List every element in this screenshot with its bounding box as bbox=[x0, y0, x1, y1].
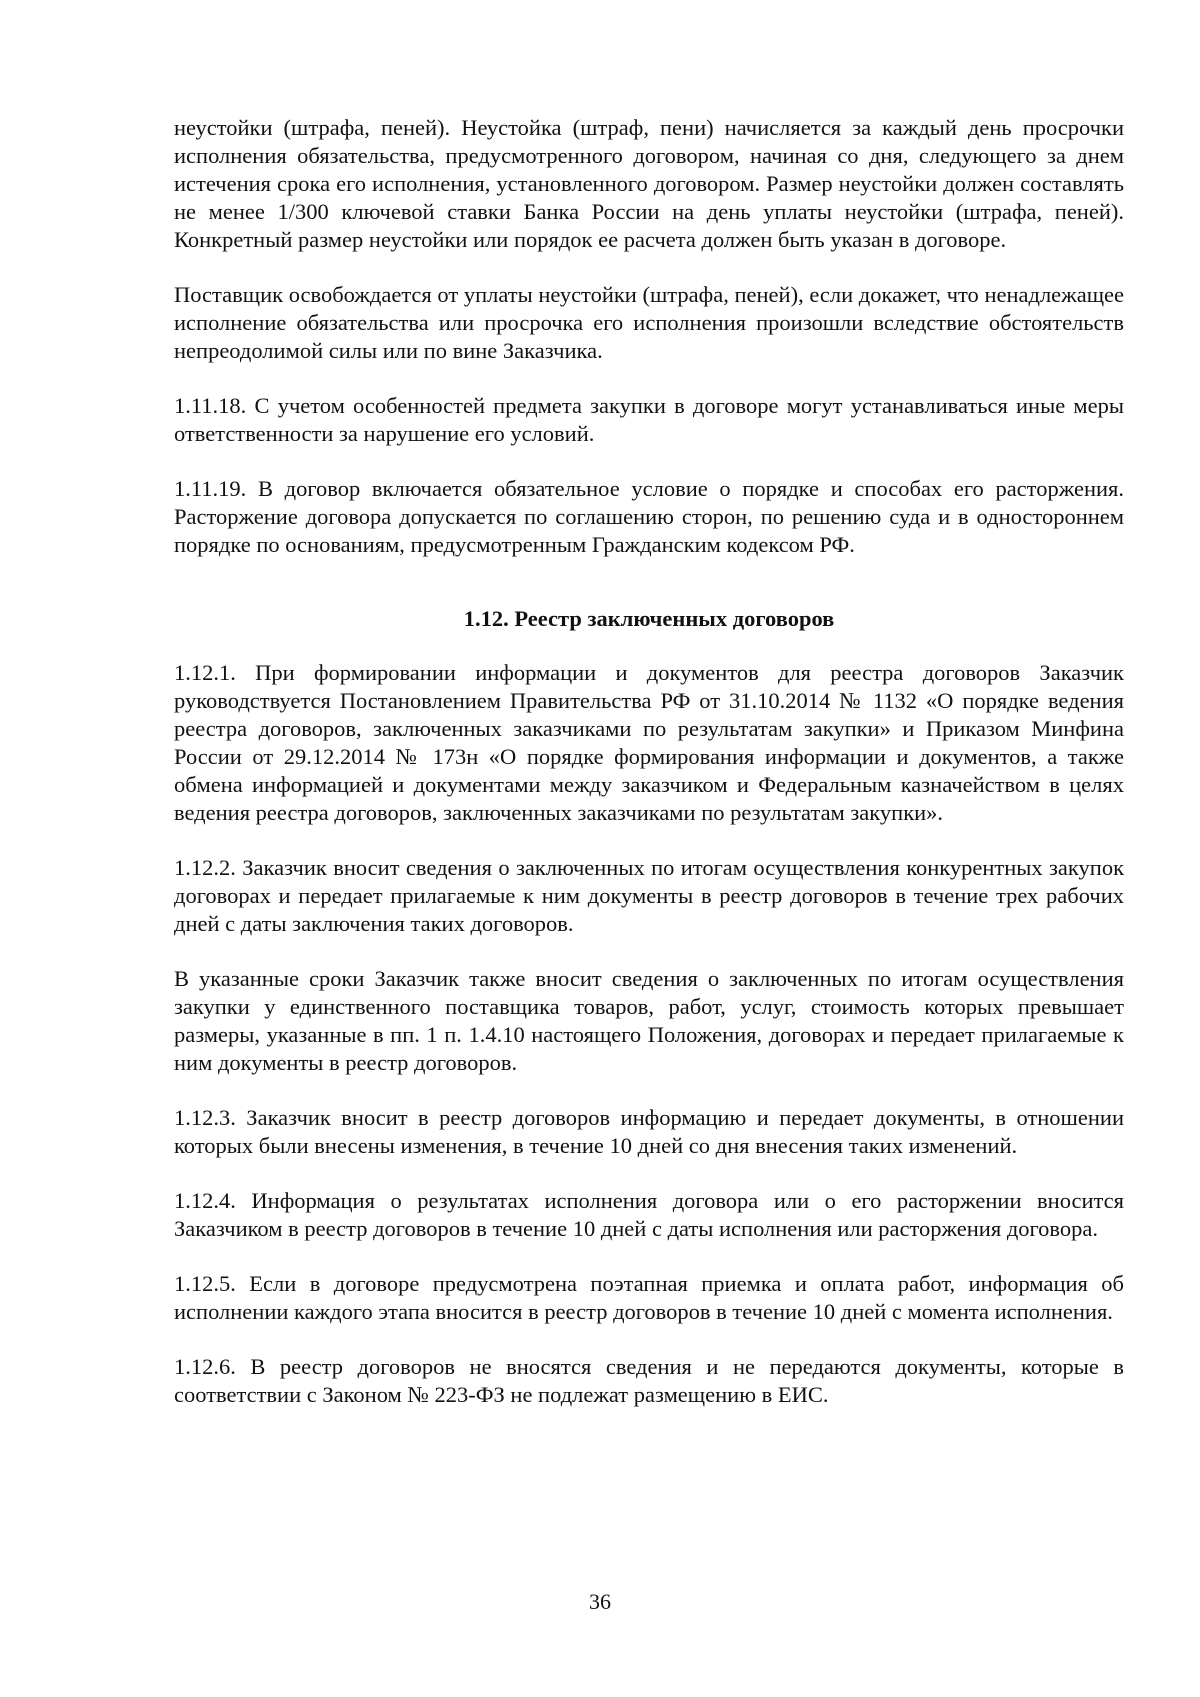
page-number: 36 bbox=[589, 1589, 611, 1614]
page-content bbox=[174, 114, 1124, 1436]
paragraph-1-11-18: 1.11.18. С учетом особенностей предмета закупки в договоре могут устанавливаться иные меры ответственности за нарушение его условий. bbox=[174, 393, 1124, 446]
paragraph-1-12-2: 1.12.2. Заказчик вносит сведения о заключенных по итогам осуществления конкурентных закупок договорах и передает прилагаемые к ним документы в реестр договоров в течение трех рабочих дней с даты заключения таких договоров. bbox=[174, 855, 1124, 936]
paragraph-1-12-1: 1.12.1. При формировании информации и документов для реестра договоров Заказчик руководствуется Постановлением Правительства РФ от 31.10.2014 № 1132 «О порядке ведения реестра договоров, заключенных заказчиками по результатам закупки» и Приказом Минфина России от 29.12.2014 № 173н «О порядке формирования информации и документов, а также обмена информацией и документами между заказчиком и Федеральным казначейством в целях ведения реестра договоров, заключенных заказчиками по результатам закупки». bbox=[174, 660, 1124, 825]
paragraph-sole-supplier: В указанные сроки Заказчик также вносит сведения о заключенных по итогам осуществления закупки у единственного поставщика товаров, работ, услуг, стоимость которых превышает размеры, указанные в пп. 1 п. 1.4.10 настоящего Положения, договорах и передает прилагаемые к ним документы в реестр договоров. bbox=[174, 966, 1124, 1075]
paragraph-1-12-6: 1.12.6. В реестр договоров не вносятся сведения и не передаются документы, которые в соответствии с Законом № 223-ФЗ не подлежат размещению в ЕИС. bbox=[174, 1354, 1124, 1407]
paragraph-1-12-3: 1.12.3. Заказчик вносит в реестр договоров информацию и передает документы, в отношении которых были внесены изменения, в течение 10 дней со дня внесения таких изменений. bbox=[174, 1105, 1124, 1158]
paragraph-penalty-continued: неустойки (штрафа, пеней). Неустойка (штраф, пени) начисляется за каждый день просрочки исполнения обязательства, предусмотренного договором, начиная со дня, следующего за днем истечения срока его исполнения, установленного договором. Размер неустойки должен составлять не менее 1/300 ключевой ставки Банка России на день уплаты неустойки (штрафа, пеней). Конкретный размер неустойки или порядок ее расчета должен быть указан в договоре. bbox=[174, 115, 1124, 252]
section-heading: 1.12. Реестр заключенных договоров bbox=[463, 606, 835, 631]
paragraph-1-11-19: 1.11.19. В договор включается обязательное условие о порядке и способах его расторжения. Расторжение договора допускается по соглашению сторон, по решению суда и в одностороннем порядке по основаниям, предусмотренным Гражданским кодексом РФ. bbox=[174, 476, 1124, 557]
paragraph-supplier-exemption: Поставщик освобождается от уплаты неустойки (штрафа, пеней), если докажет, что ненадлежащее исполнение обязательства или просрочка его исполнения произошли вследствие обстоятельств непреодолимой силы или по вине Заказчика. bbox=[174, 282, 1124, 363]
paragraph-1-12-5: 1.12.5. Если в договоре предусмотрена поэтапная приемка и оплата работ, информация об исполнении каждого этапа вносится в реестр договоров в течение 10 дней с момента исполнения. bbox=[174, 1271, 1124, 1324]
paragraph-1-12-4: 1.12.4. Информация о результатах исполнения договора или о его расторжении вносится Заказчиком в реестр договоров в течение 10 дней с даты исполнения или расторжения договора. bbox=[174, 1188, 1124, 1241]
